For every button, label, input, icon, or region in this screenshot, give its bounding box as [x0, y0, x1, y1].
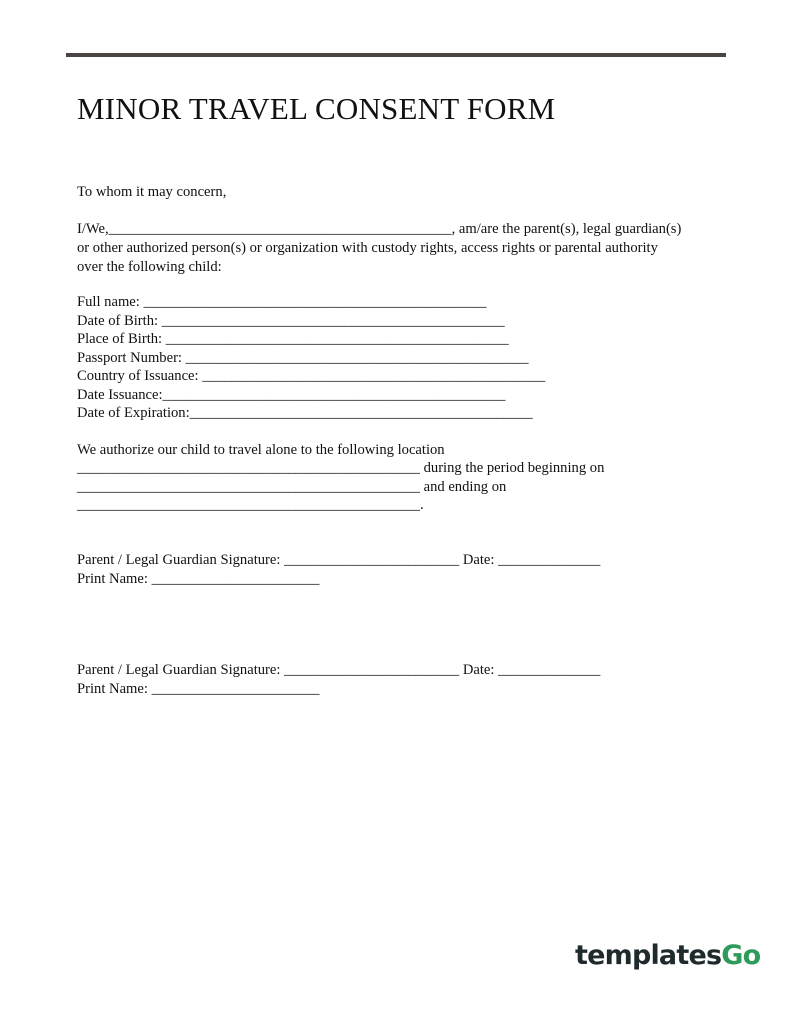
field-date-issuance: Date Issuance:_______________________________________________: [77, 387, 506, 403]
top-divider: [66, 53, 726, 57]
logo-text-go: Go: [721, 940, 761, 971]
field-full-name: Full name: _______________________________________________: [77, 294, 487, 310]
travel-location-line: _______________________________________________ during the period beginning on: [77, 460, 605, 476]
field-date-of-expiration: Date of Expiration:_______________________________________________: [77, 405, 533, 421]
logo-text-templates: templates: [575, 940, 722, 971]
intro-line: over the following child:: [77, 259, 222, 275]
page-title: MINOR TRAVEL CONSENT FORM: [77, 91, 556, 126]
salutation: To whom it may concern,: [77, 184, 227, 200]
guardian-signature-line: Parent / Legal Guardian Signature: ________________________ Date: ______________: [77, 552, 601, 568]
intro-line: or other authorized person(s) or organization with custody rights, access rights or parental authority: [77, 240, 658, 256]
intro-line: I/We,_______________________________________________, am/are the parent(s), legal guardian(s): [77, 221, 682, 237]
print-name-line: Print Name: _______________________: [77, 681, 320, 697]
travel-authorization-text: We authorize our child to travel alone to the following location: [77, 442, 445, 458]
field-date-of-birth: Date of Birth: _______________________________________________: [77, 313, 505, 329]
print-name-line: Print Name: _______________________: [77, 571, 320, 587]
travel-start-line: _______________________________________________ and ending on: [77, 479, 507, 495]
field-place-of-birth: Place of Birth: _______________________________________________: [77, 331, 509, 347]
field-country-of-issuance: Country of Issuance: _______________________________________________: [77, 368, 546, 384]
field-passport-number: Passport Number: _______________________________________________: [77, 350, 529, 366]
travel-end-line: _______________________________________________.: [77, 497, 424, 513]
templatesgo-logo: [575, 940, 760, 971]
guardian-signature-line: Parent / Legal Guardian Signature: ________________________ Date: ______________: [77, 662, 601, 678]
